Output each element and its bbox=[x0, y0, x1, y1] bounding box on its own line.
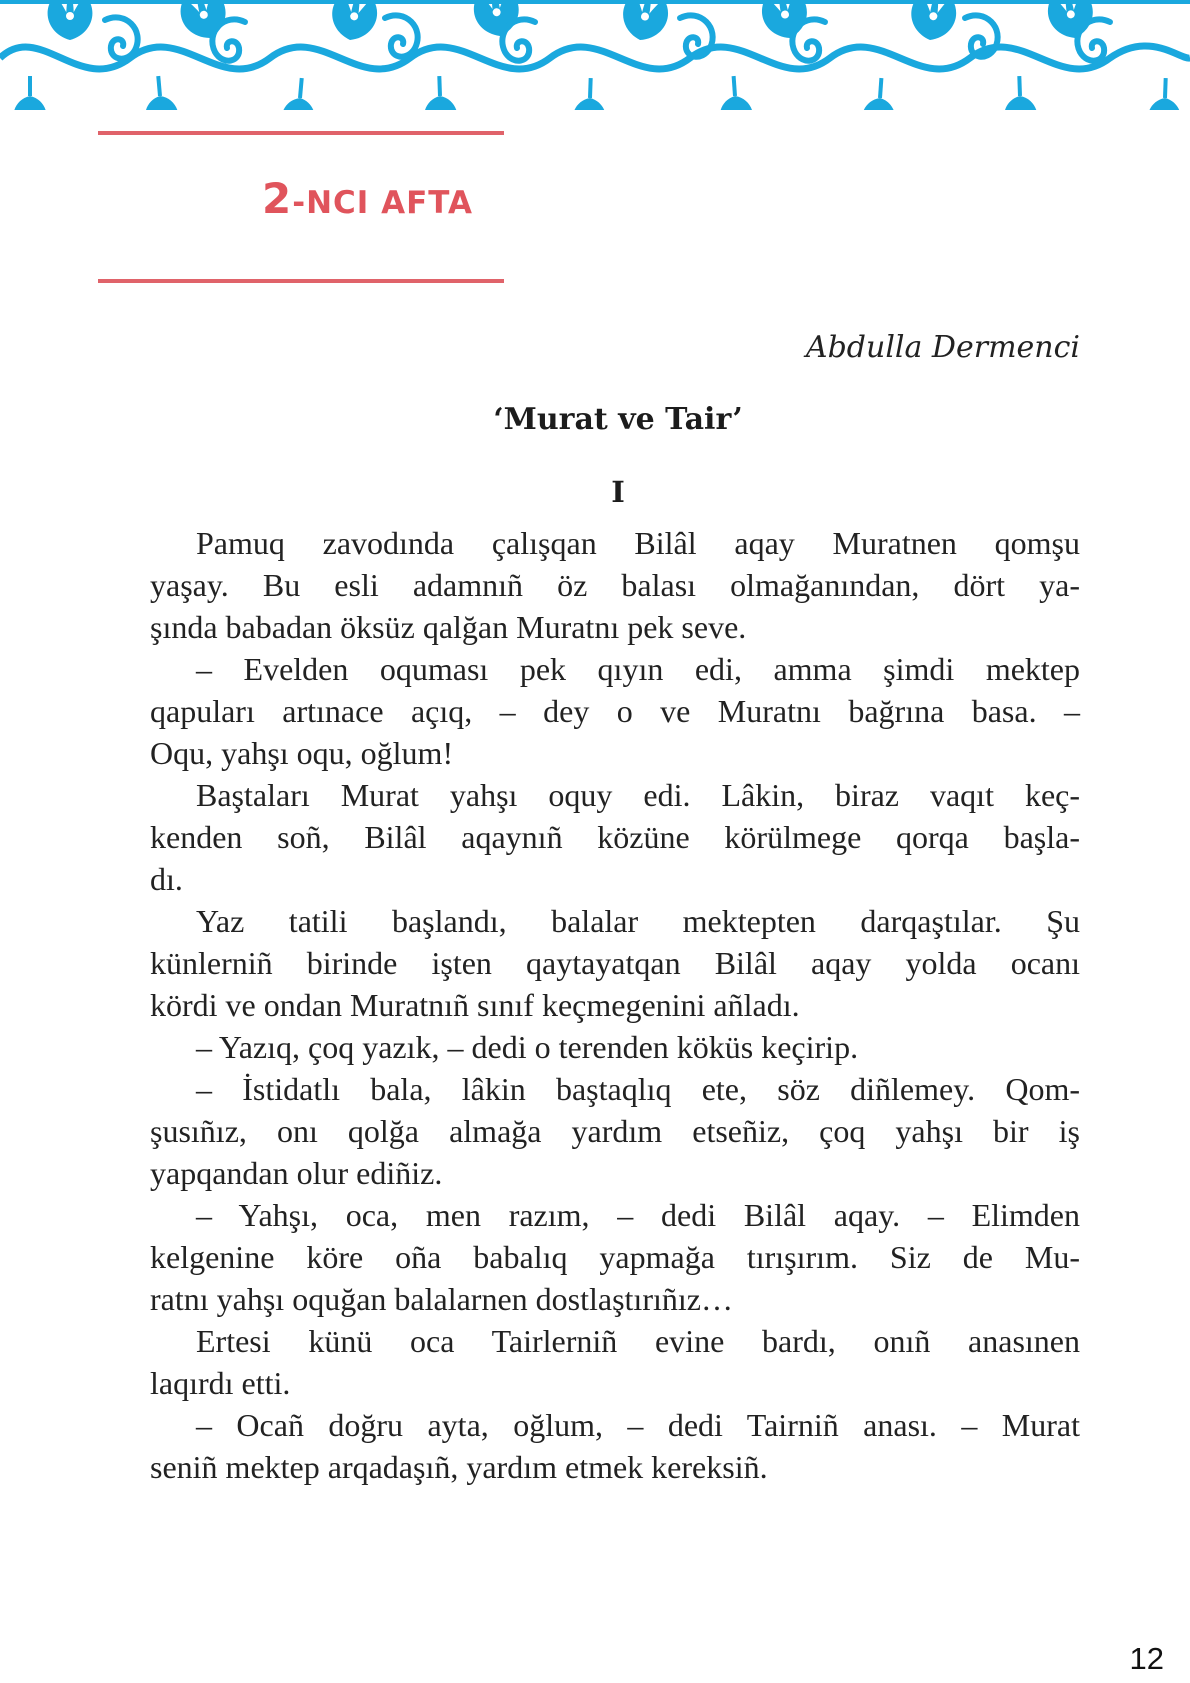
text-line: – Evelden oquması pek qıyın edi, amma şimdi mektep bbox=[196, 651, 1080, 687]
text-line: kördi ve ondan Muratnıñ sınıf keçmegenini añladı. bbox=[150, 987, 800, 1023]
text-line: şında babadan öksüz qalğan Muratnı pek seve. bbox=[150, 609, 747, 645]
text-line: Oqu, yahşı oqu, oğlum! bbox=[150, 735, 454, 771]
text-line: kenden soñ, Bilâl aqaynıñ közüne körülmege qorqa başla- bbox=[150, 819, 1080, 855]
week-label: -NCI AFTA bbox=[292, 185, 474, 221]
text-line: şusıñız, onı qolğa almağa yardım etseñiz, çoq yahşı bir iş bbox=[150, 1113, 1080, 1149]
text-line: kelgenine köre oña babalıq yapmağa tırışırım. Siz de Mu- bbox=[150, 1239, 1080, 1275]
bottom-rule-divider bbox=[98, 279, 504, 283]
text-line: dı. bbox=[150, 861, 183, 897]
story-title: ‘Murat ve Tair’ bbox=[493, 402, 743, 437]
top-rule-divider bbox=[98, 131, 504, 135]
author-name: Abdulla Dermenci bbox=[805, 330, 1080, 365]
text-line: Ertesi künü oca Tairlerniñ evine bardı, onıñ anasınen bbox=[196, 1323, 1080, 1359]
week-heading bbox=[262, 175, 473, 227]
text-line: yapqandan olur ediñiz. bbox=[150, 1155, 443, 1191]
text-line: künlerniñ birinde işten qaytayatqan Bilâl aqay yolda ocanı bbox=[150, 945, 1080, 981]
text-line: laqırdı etti. bbox=[150, 1365, 291, 1401]
text-line: yaşay. Bu esli adamnıñ öz balası olmağanından, dört ya- bbox=[150, 567, 1080, 603]
text-line: ratnı yahşı oquğan balalarnen dostlaştırıñız… bbox=[150, 1281, 733, 1317]
page-number: 12 bbox=[1129, 1641, 1164, 1676]
text-line: – Yazıq, çoq yazık, – dedi o terenden köküs keçirip. bbox=[196, 1029, 859, 1065]
text-line: qapuları artınace açıq, – dey o ve Muratnı bağrına basa. – bbox=[150, 693, 1080, 729]
chapter-number: I bbox=[611, 475, 625, 509]
text-line: Pamuq zavodında çalışqan Bilâl aqay Muratnen qomşu bbox=[196, 525, 1080, 561]
week-number: 2 bbox=[262, 174, 293, 223]
text-line: Yaz tatili başlandı, balalar mektepten darqaştılar. Şu bbox=[196, 903, 1080, 939]
text-line: – İstidatlı bala, lâkin baştaqlıq ete, söz diñlemey. Qom- bbox=[196, 1071, 1080, 1107]
text-line: Baştaları Murat yahşı oquy edi. Lâkin, biraz vaqıt keç- bbox=[196, 777, 1080, 813]
text-line: – Yahşı, oca, men razım, – dedi Bilâl aqay. – Elimden bbox=[196, 1197, 1080, 1233]
floral-ornament-border bbox=[0, 0, 1190, 110]
text-line: – Ocañ doğru ayta, oğlum, – dedi Tairniñ anası. – Murat bbox=[196, 1407, 1080, 1443]
text-line: seniñ mektep arqadaşıñ, yardım etmek kereksiñ. bbox=[150, 1449, 768, 1485]
story-text bbox=[150, 522, 1080, 1488]
